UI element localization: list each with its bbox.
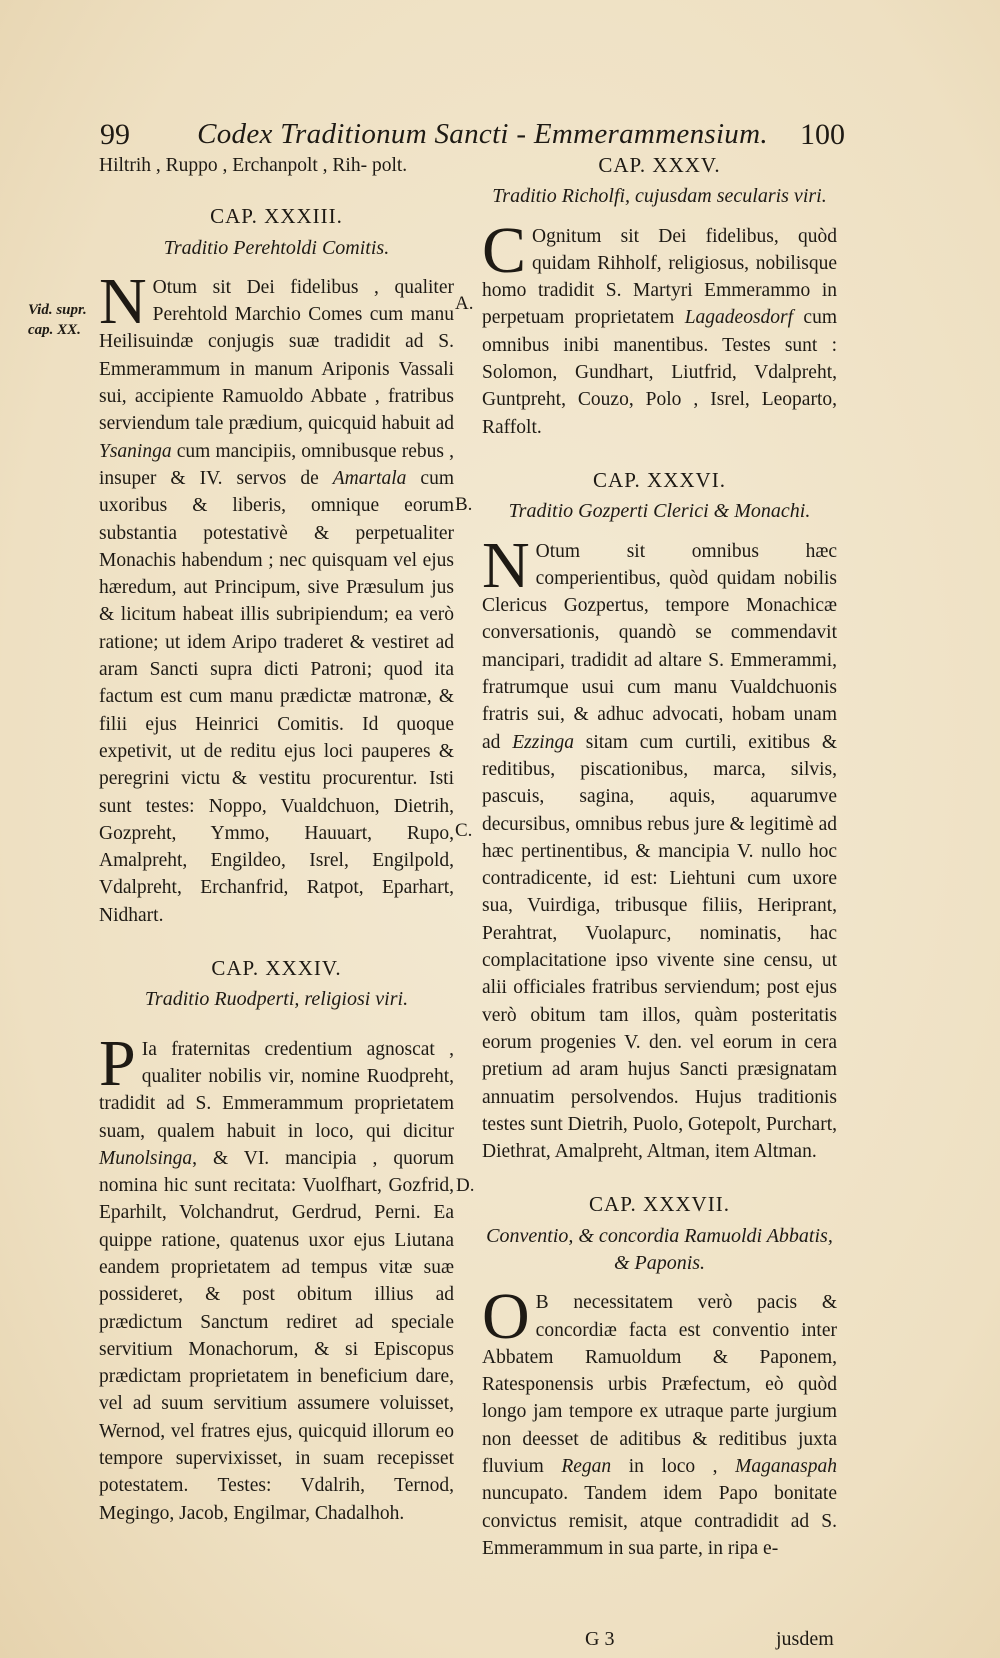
right-column xyxy=(482,152,837,1562)
place-name: Ysaninga xyxy=(99,440,172,462)
chapter-paragraph xyxy=(482,1280,837,1562)
text-run: Ia fraternitas credentium agnoscat , qualiter nobilis vir, nomine Ruodpreht, tradidit ad S. Emmerammum proprietatem suam, qualem habuit in loco, qui dicitur xyxy=(99,1038,454,1142)
text-run: , & VI. mancipia , quorum nomina hic sunt recitata: Vuolfhart, Gozfrid, Eparhilt, Volchandrut, Gerdrud, Perni. Ea quippe ratione, quatenus uxor ejus Liutana eandem proprietatem ad tempus vitæ suæ possideret, & post obitum illius ad prædictum Sanctum rediret ad speciale servitium Monachorum, & si Episcopus prædictam proprietatem in beneficium dare, vel ad suum servitium assumere voluisset, Wernod, vel fratres ejus, quicquid illorum eo tempore supervixisset, in suam recepisset potestatem. Testes: Vdalrih, Ternod, Megingo, Jacob, Engilmar, Chadalhoh. xyxy=(99,1147,454,1524)
chapter-paragraph xyxy=(99,264,454,929)
text-run: cum uxoribus & liberis, omnique eorum substantia potestativè & perpetualiter Monachis habendum ; nec quisquam vel ejus hæredum, aut Principum, sive Præsulum jus & licitum habeat illis subripiendum; ea verò ratione; ut idem Aripo traderet & vestiret ad aram Sancti supra dicti Patroni; quod ita factum est cum manu prædictæ matronæ, & filii ejus Heinrici Comitis. Id quoque expetivit, ut de reditu ejus loci pauperes & peregrini victu & vestitu procurentur. Isti sunt testes: Noppo, Vualdchuon, Dietrih, Gozpreht, Ymmo, Hauuart, Rupo, Amalpreht, Engildeo, Isrel, Engilpold, Vdalpreht, Erchanfrid, Ratpot, Eparhart, Nidhart. xyxy=(99,467,454,926)
text-run: cum omnibus inibi manentibus. Testes sunt : Solomon, Gundhart, Liutfrid, Vdalpreht, Guntpreht, Couzo, Polo , Isrel, Leoparto, Raffolt. xyxy=(482,307,837,438)
text-run: Otum sit Dei fidelibus , qualiter Perehtold Marchio Comes cum manu Heilisuindæ conjugis suæ tradidit ad S. Emmerammum in manum Ariponis Vassali sui, accipiente Ramuoldo Abbate , fratribus serviendum tale prædium, quicquid habuit ad xyxy=(99,276,454,435)
text-run: nuncupato. Tandem idem Papo bonitate convictus remisit, atque contradidit ad S. Emmerammum in sua parte, in ripa e- xyxy=(482,1483,837,1559)
margin-letter-b: B. xyxy=(455,494,473,515)
left-column xyxy=(99,152,454,1527)
drop-cap: P xyxy=(99,1026,136,1100)
text-run: Ognitum sit Dei fidelibus, quòd quidam Rihholf, religiosus, nobilisque homo tradidit S. Martyri Emmerammo in perpetuam proprietatem xyxy=(482,225,837,329)
running-title: Codex Traditionum Sancti - Emmerammensium. xyxy=(197,118,768,150)
chapter-paragraph xyxy=(482,213,837,441)
chapter-title: Traditio Richolfi, cujusdam secularis viri. xyxy=(492,185,827,208)
text-run: Otum sit omnibus hæc comperientibus, quòd quidam nobilis Clericus Gozpertus, tempore Monachicæ conversationis, quandò se commendavit mancipari, tradidit ad altare S. Emmerammi, fratrumque usui cum manu Vualdchuonis fratris sui, & adhuc advocati, hobam unam ad xyxy=(482,540,837,753)
chapter-heading: CAP. XXXVII. xyxy=(589,1192,730,1217)
chapter-heading: CAP. XXXV. xyxy=(598,153,721,177)
margin-note-line: Vid. supr. xyxy=(28,302,87,318)
chapter-paragraph xyxy=(482,528,837,1166)
page-number-left: 99 xyxy=(100,118,130,151)
drop-cap: O xyxy=(482,1280,530,1354)
drop-cap: C xyxy=(482,213,527,287)
place-name: Maganaspah xyxy=(735,1456,837,1478)
chapter-title: Traditio Perehtoldi Comitis. xyxy=(163,236,390,259)
text-run: cum mancipiis, omnibusque rebus , insuper & IV. servos de xyxy=(99,440,454,489)
text-run: in loco , xyxy=(611,1456,736,1478)
place-name: Ezzinga xyxy=(512,731,574,753)
margin-letter-a: A. xyxy=(455,293,474,314)
page-number-right: 100 xyxy=(800,118,845,151)
place-name: Munolsinga xyxy=(99,1147,193,1169)
place-name: Amartala xyxy=(332,467,407,489)
chapter-title: Conventio, & concordia Ramuoldi Abbatis, & Paponis. xyxy=(486,1224,833,1274)
chapter-heading: CAP. XXXIV. xyxy=(211,956,342,981)
drop-cap: N xyxy=(99,264,147,338)
margin-note-line: cap. XX. xyxy=(28,322,81,338)
drop-cap: N xyxy=(482,528,530,602)
chapter-heading: CAP. XXXVI. xyxy=(593,467,726,492)
place-name: Regan xyxy=(561,1456,612,1478)
place-name: Lagadeosdorf xyxy=(684,307,794,329)
margin-letter-c: C. xyxy=(455,820,473,841)
margin-letter-d: D. xyxy=(456,1175,475,1196)
chapter-heading: CAP. XXXIII. xyxy=(210,204,343,229)
margin-note xyxy=(28,300,92,340)
intro-paragraph: Hiltrih , Ruppo , Erchanpolt , Rih- polt. xyxy=(99,155,408,176)
signature-mark: G 3 xyxy=(585,1628,615,1650)
chapter-title: Traditio Gozperti Clerici & Monachi. xyxy=(508,500,811,523)
text-run: B necessitatem verò pacis & concordiæ facta est conventio inter Abbatem Ramuoldum & Paponem, Ratesponensis urbis Præfectum, eò quòd longo jam tempore ex utraque parte jurgium non deesset de aditibus & reditibus juxta fluvium xyxy=(482,1292,837,1478)
text-run: sitam cum curtili, exitibus & reditibus, piscationibus, marca, silvis, pascuis, sagina, aquis, aquarumve decursibus, omnibus rebus jure & legitimè ad hæc pertinentibus, & mancipia V. nullo hoc contradicente, id est: Liehtuni cum uxore sua, Vuirdiga, tribusque filiis, Heriprant, Perahtrat, Vuolapurc, nominatis, hac complacitatione ipso vivente sine censu, ut alii officiales fratribus serviendum; post ejus verò obitum tam illos, quàm posteritatis eorum progenies V. den. vel eorum in cera pretium ad aram hujus Sancti præsignatam annuatim persolvendos. Hujus traditionis testes sunt Dietrih, Puolo, Gotepolt, Purchart, Diethrat, Amalpreht, Altman, item Altman. xyxy=(482,731,837,1163)
chapter-title: Traditio Ruodperti, religiosi viri. xyxy=(144,988,409,1011)
catchword: jusdem xyxy=(776,1628,834,1650)
chapter-paragraph xyxy=(99,1026,454,1527)
